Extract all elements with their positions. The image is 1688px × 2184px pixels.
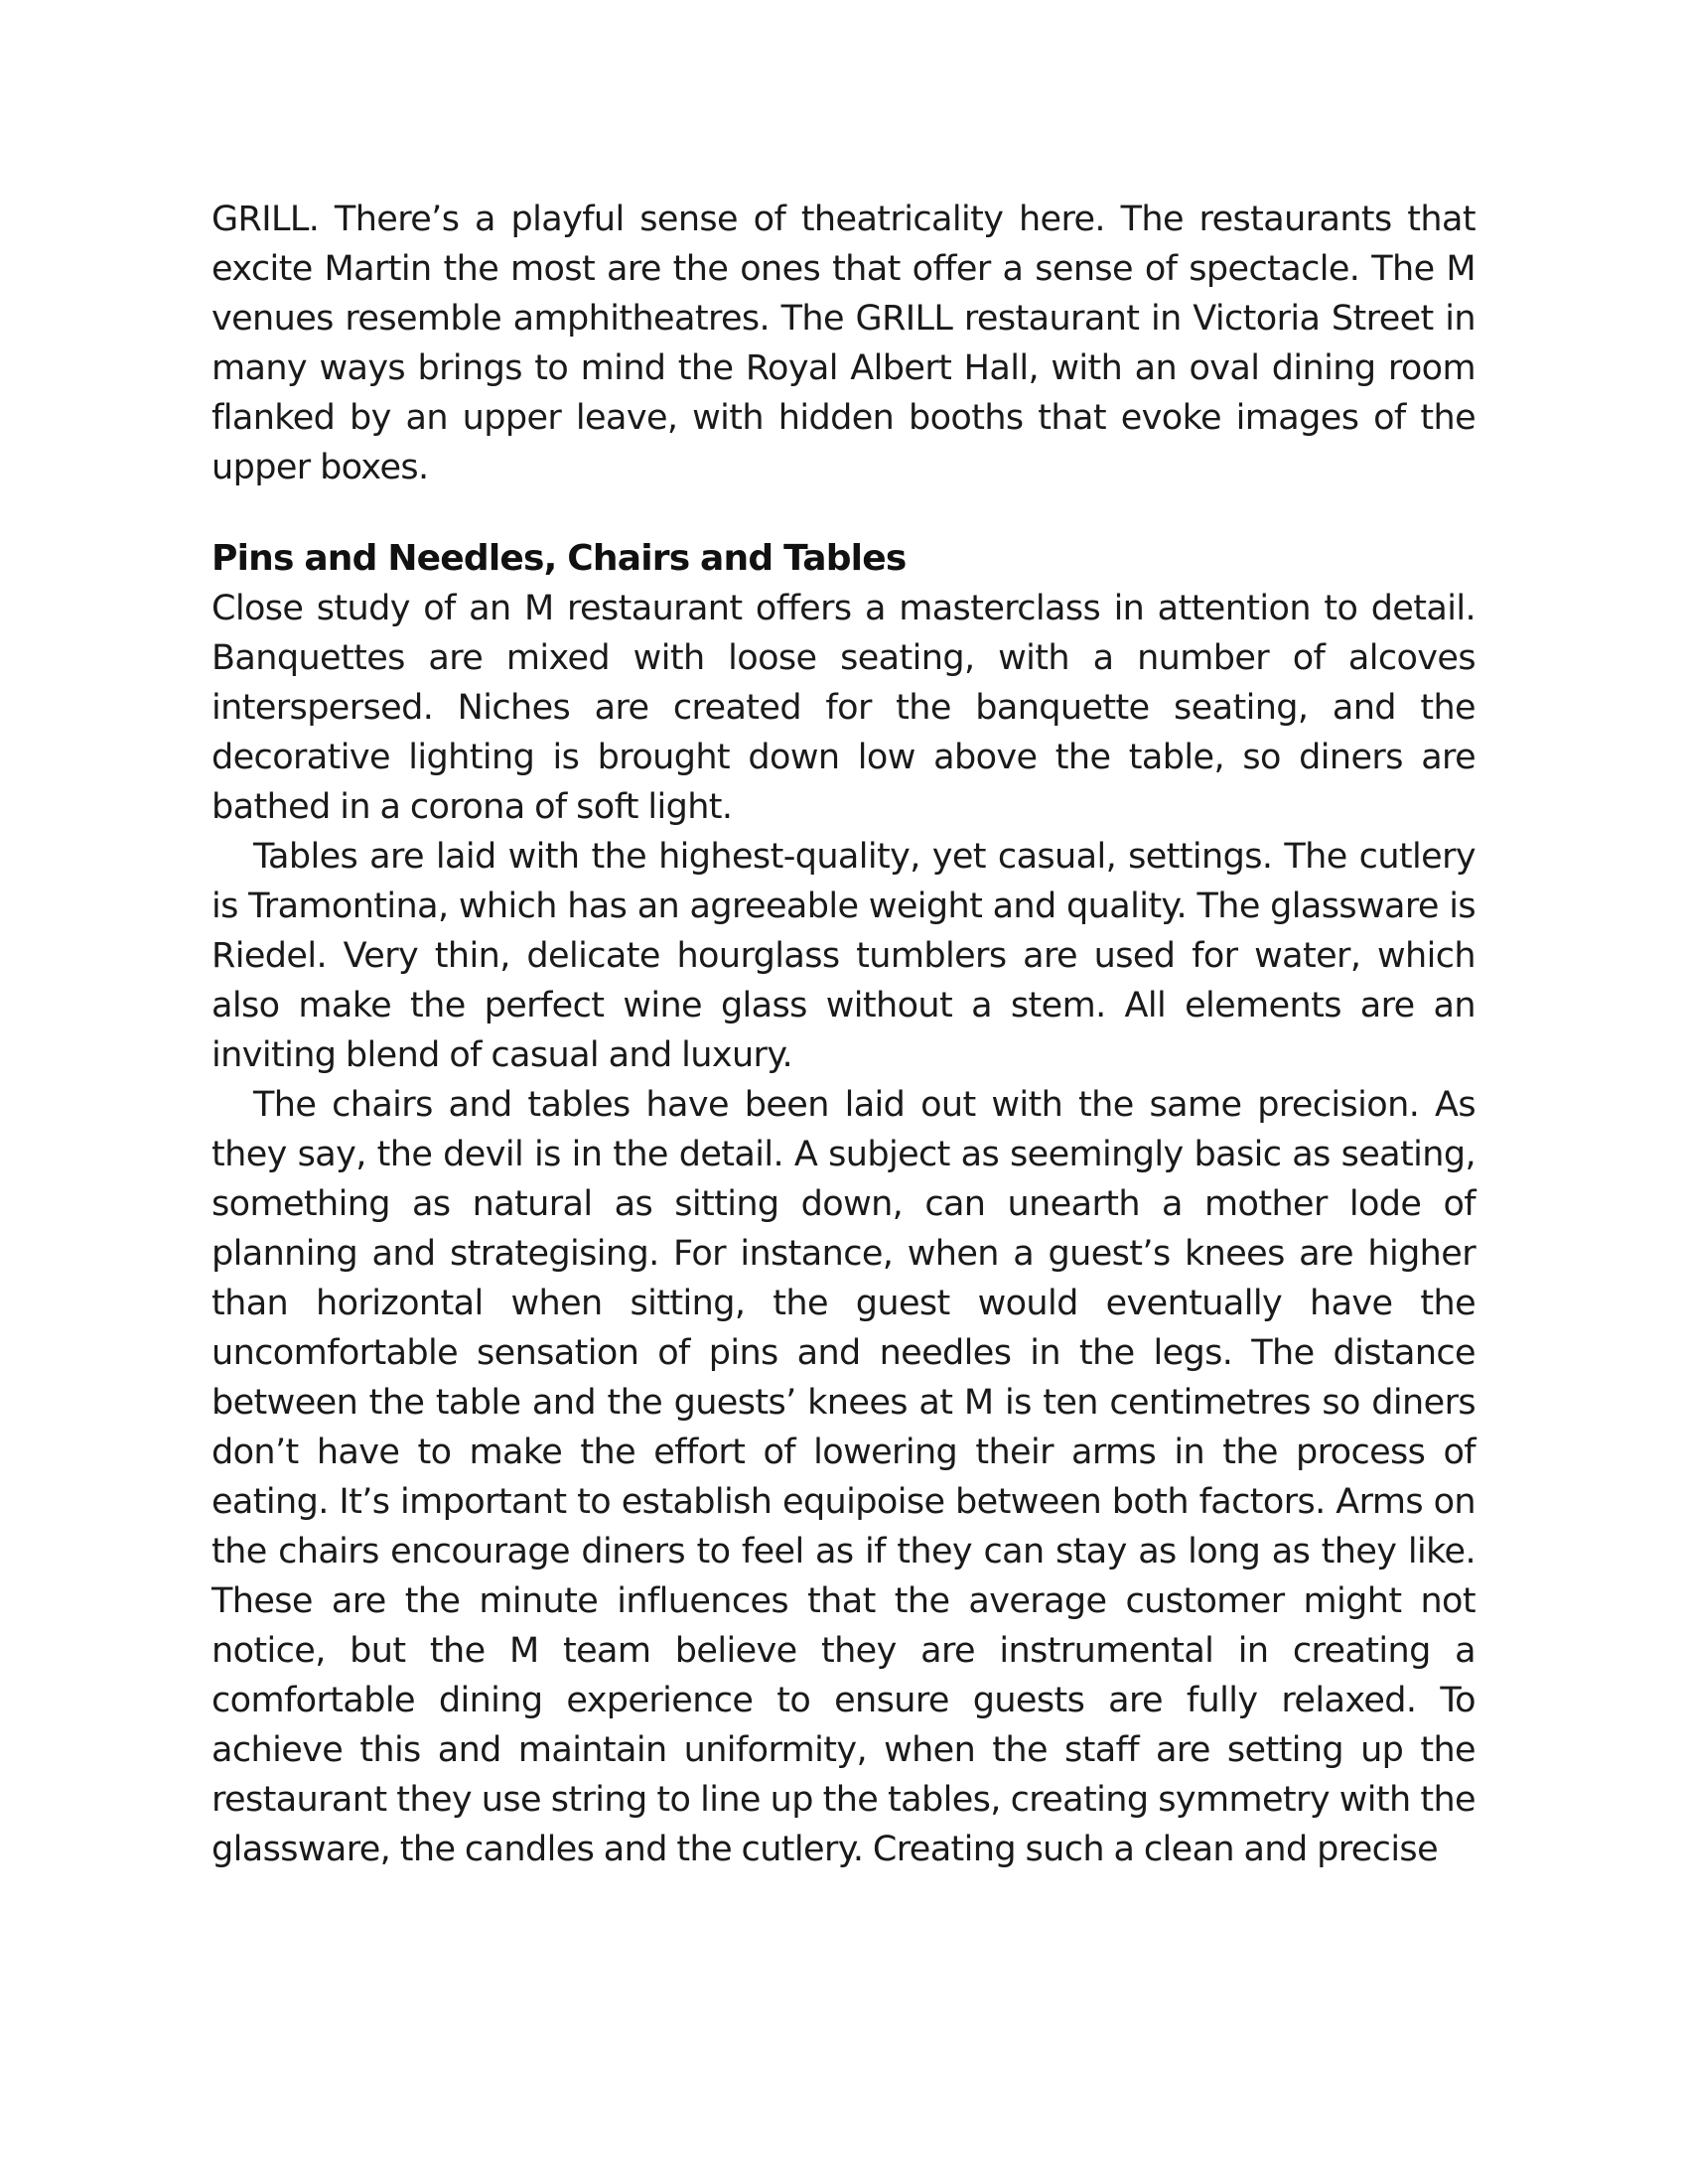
paragraph-theatricality: GRILL. There’s a playful sense of theatricality here. The restaurants that excite Martin the most are the ones that offer a sense of spectacle. The M venues resemble amphitheatres. The GRILL restaurant in Victoria Street in many ways brings to mind the Royal Albert Hall, with an oval dining room flanked by an upper leave, with hidden booths that evoke images of the upper boxes.: [211, 200, 1476, 487]
paragraph-chairs-and-tables: The chairs and tables have been laid out with the same precision. As they say, the devil is in the detail. A subject as seemingly basic as seating, something as natural as sitting down, can unearth a mother lode of planning and strategising. For instance, when a guest’s knees are higher than horizontal when sitting, the guest would eventually have the uncomfortable sensation of pins and needles in the legs. The distance between the table and the guests’ knees at M is ten centimetres so diners don’t have to make the effort of lowering their arms in the process of eating. It’s important to establish equipoise between both factors. Arms on the chairs encourage diners to feel as if they can stay as long as they like. These are the minute influences that the average customer might not notice, but the M team believe they are instrumental in creating a comfortable dining experience to ensure guests are fully relaxed. To achieve this and maintain uniformity, when the staff are setting up the restaurant they use string to line up the tables, creating symmetry with the glassware, the candles and the cutlery. Creating such a clean and precise: [211, 1085, 1476, 1869]
paragraph-attention-to-detail: Close study of an M restaurant offers a masterclass in attention to detail. Banquettes are mixed with loose seating, with a number of alcoves interspersed. Niches are created for the banquette seating, and the decorative lighting is brought down low above the table, so diners are bathed in a corona of soft light.: [211, 589, 1476, 827]
paragraph-table-settings: Tables are laid with the highest-quality, yet casual, settings. The cutlery is Tramontina, which has an agreeable weight and quality. The glassware is Riedel. Very thin, delicate hourglass tumblers are used for water, which also make the perfect wine glass without a stem. All elements are an inviting blend of casual and luxury.: [211, 837, 1476, 1075]
body-text: [211, 195, 1476, 1874]
paragraph-spacer: [211, 492, 1476, 534]
section-heading: Pins and Needles, Chairs and Tables: [211, 538, 907, 579]
